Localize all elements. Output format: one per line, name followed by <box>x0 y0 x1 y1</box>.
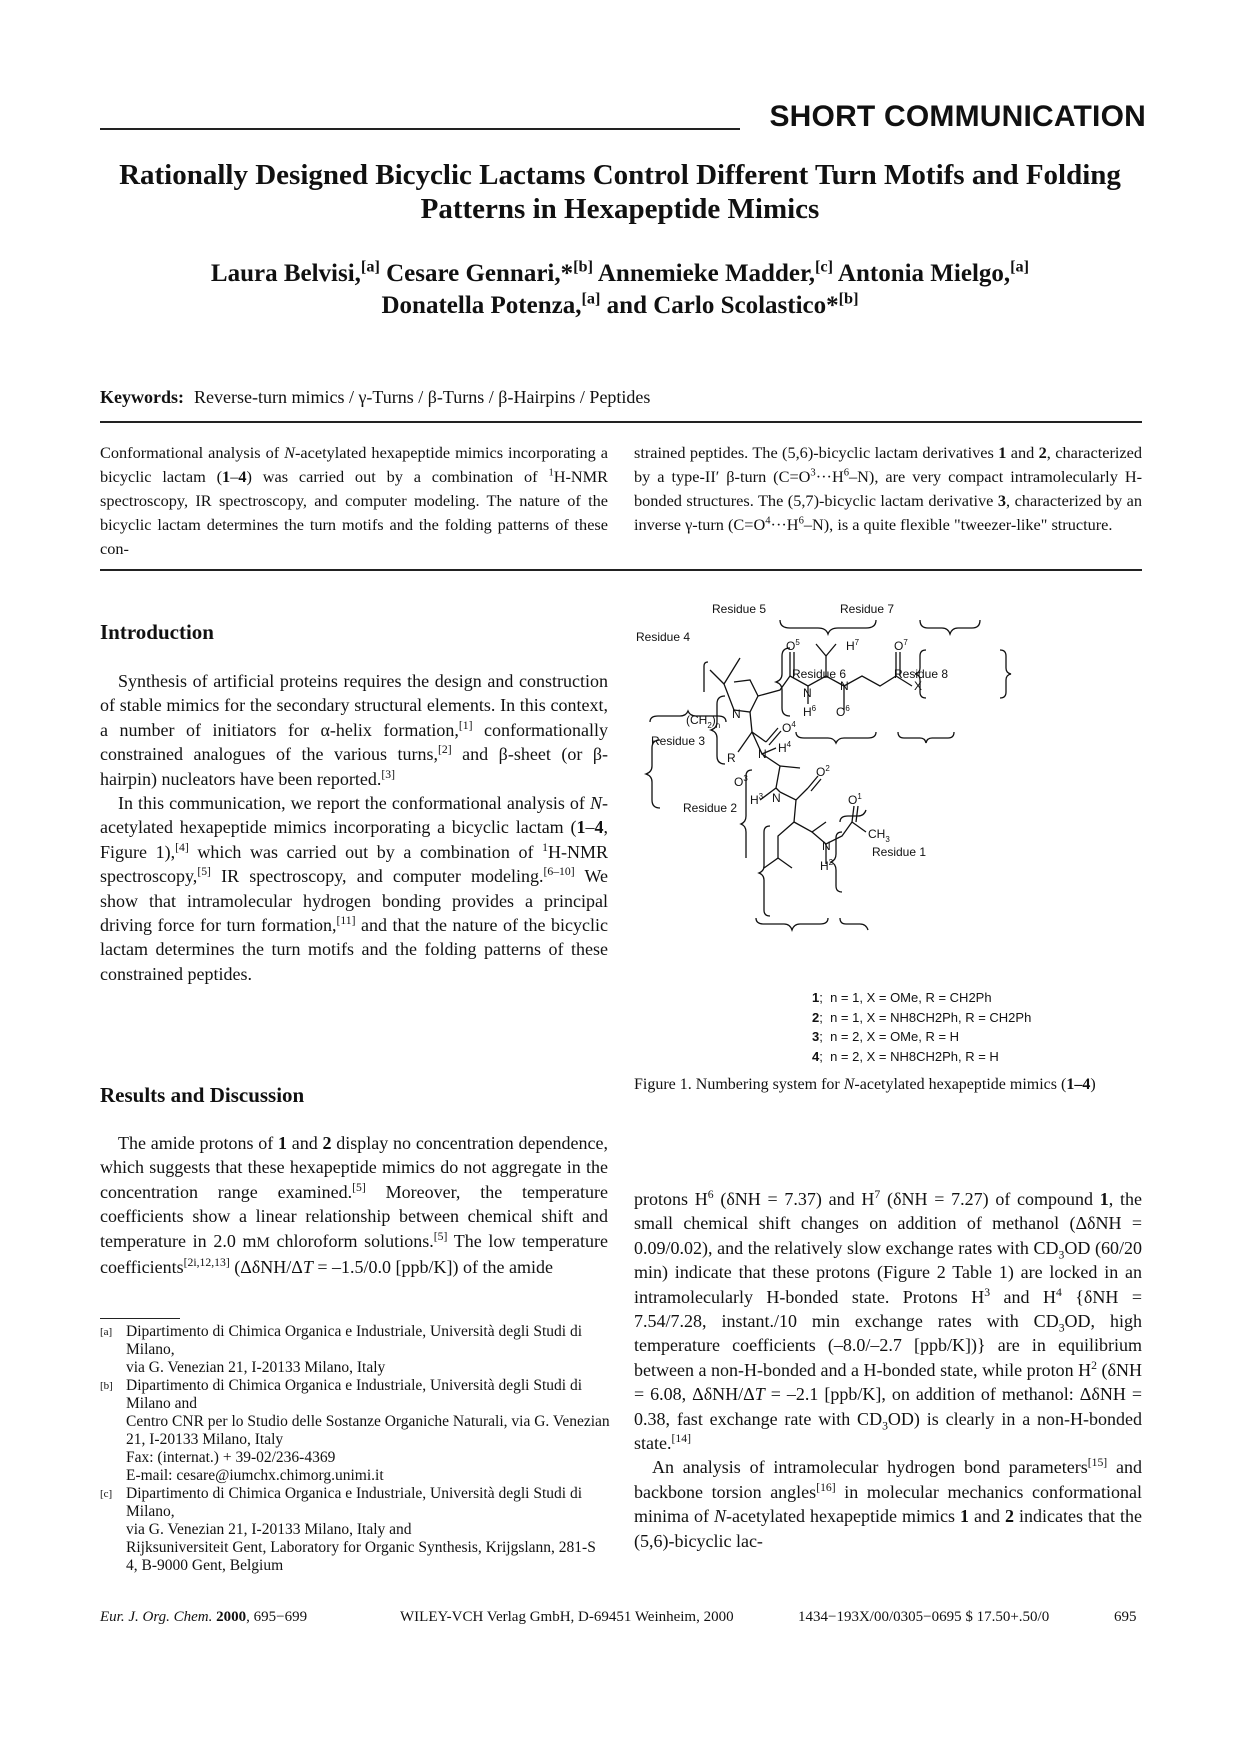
section-tag: SHORT COMMUNICATION <box>769 100 1146 133</box>
author-name: Antonia Mielgo, <box>833 260 1011 287</box>
atom-n6: N <box>803 686 812 700</box>
author-affiliation: [a] <box>360 257 380 276</box>
atom-x: X <box>914 679 923 693</box>
atom-h4: $H^4$ <box>778 740 792 755</box>
residue7-label: Residue 7 <box>840 602 895 616</box>
atom-n3: N <box>772 791 781 805</box>
author-affiliation: [c] <box>815 257 834 276</box>
keywords-text: Reverse-turn mimics / γ-Turns / β-Turns / β-Hairpins / Peptides <box>194 387 651 407</box>
author-line-2 <box>110 290 1130 322</box>
affiliation-c: [c] Dipartimento di Chimica Organica e Industriale, Università degli Studi di Milano, via G. Venezian 21, I-20133 Milano, Italy and Rijksuniversiteit Gent, Laboratory for Organic Synthesis, Krijgslann, 281-S 4, B-9000 Gent, Belgium <box>100 1485 596 1574</box>
keywords-label: Keywords: <box>100 387 184 407</box>
results-text-right: protons $H^6$ (δNH = 7.37) and $H^7$ (δNH = 7.27) of compound 1, the small chemical shift changes on addition of methanol (ΔδNH = 0.09/0.02), and the relatively slow exchange rates with $CD_3OD$ (60/20 min) indicate that these protons (Figure 2 Table 1) are locked in an intramolecularly H-bonded state. Protons $H^3$ and $H^4$ {δNH = 7.54/7.28, instant./10 min exchange rates with $CD_3OD$, high temperature coefficients (–8.0/–2.7 [ppb/K])} are in equilibrium between a non-H-bonded and a H-bonded state, while proton $H^2$ (δNH = 6.08, ΔδNH/ΔT = –2.1 [ppb/K], on addition of methanol: ΔδNH = 0.38, fast exchange rate with $CD_3OD$) is clearly in a non-H-bonded state.[14] An analysis of intramolecular hydrogen bond parameters[15] and backbone torsion angles[16] in molecular mechanics conformational minima of N-acetylated hexapeptide mimics 1 and 2 indicates that the (5,6)-bicyclic lac- <box>634 1188 1143 1551</box>
abstract-rule <box>100 569 1142 571</box>
author-name: and Carlo Scolastico* <box>600 292 839 319</box>
results-heading: Results and Discussion <box>100 1083 305 1107</box>
residue3-label: Residue 3 <box>651 734 706 748</box>
compound-2: 2; n = 1, X = NH8CH2Ph, R = CH2Ph <box>812 1009 1032 1025</box>
residue2-label: Residue 2 <box>683 801 738 815</box>
atom-o7: $O^7$ <box>894 638 908 653</box>
residue1-label: Residue 1 <box>872 845 927 859</box>
abstract-left: Conformational analysis of N-acetylated hexapeptide mimics incorporating a bicyclic lactam (1–4) was carried out by a combination of $^1$H-NMR spectroscopy, IR spectroscopy, and computer modeling. The nature of the bicyclic lactam determines the turn motifs and the folding patterns of these con- <box>100 443 609 558</box>
atom-n5: N <box>732 707 741 721</box>
author-name: Annemieke Madder, <box>593 260 815 287</box>
residue4-label: Residue 4 <box>636 630 691 644</box>
article-title: Rationally Designed Bicyclic Lactams Control Different Turn Motifs and Folding Patterns in Hexapeptide Mimics <box>119 159 1121 225</box>
footer-publisher: WILEY-VCH Verlag GmbH, D-69451 Weinheim, 2000 <box>400 1609 734 1625</box>
keywords-rule <box>100 421 1142 423</box>
abstract-right: strained peptides. The (5,6)-bicyclic lactam derivatives 1 and 2, characterized by a type-II′ β-turn $(C=O^3\cdot\cdot\cdot H^6-N)$, are very compact intramolecularly H-bonded structures. The (5,7)-bicyclic lactam derivative 3, characterized by an inverse γ-turn $(C=O^4\cdot\cdot\cdot H^6-N)$, is a quite flexible "tweezer-like" structure. <box>634 443 1142 534</box>
introduction-heading: Introduction <box>100 620 214 644</box>
author-name: Donatella Potenza, <box>381 292 582 319</box>
author-affiliation: [a] <box>1010 257 1030 276</box>
author-affiliation: [b] <box>573 257 593 276</box>
atom-o3: $O^3$ <box>734 774 748 789</box>
author-affiliation: [b] <box>838 289 859 308</box>
atom-h3: $H^3$ <box>750 792 764 807</box>
footer-issn: 1434−193X/00/0305−0695 $ 17.50+.50/0 <box>798 1609 1050 1625</box>
compound-1: 1; n = 1, X = OMe, R = CH2Ph <box>812 990 992 1005</box>
compound-3: 3; n = 2, X = OMe, R = H <box>812 1029 960 1044</box>
atom-n7: N <box>840 679 849 693</box>
atom-h7: $H^7$ <box>846 638 860 653</box>
atom-o1: $O^1$ <box>848 792 862 807</box>
footer-page-number: 695 <box>1114 1609 1137 1625</box>
atom-n2: N <box>822 839 831 853</box>
atom-o6: $O^6$ <box>836 704 850 719</box>
atom-o4: $O^4$ <box>782 720 796 735</box>
author-name: Cesare Gennari,* <box>379 260 574 287</box>
atom-o2: $O^2$ <box>816 764 830 779</box>
residue8-label: Residue 8 <box>894 667 949 681</box>
atom-o5: $O^5$ <box>786 638 800 653</box>
atom-r: R <box>727 751 736 765</box>
footer-citation: Eur. J. Org. Chem. 2000, 695−699 <box>100 1609 308 1625</box>
affiliations <box>100 1323 610 1575</box>
results-text-left: The amide protons of 1 and 2 display no concentration dependence, which suggests that these hexapeptide mimics do not aggregate in the concentration range examined.[5] Moreover, the temperature coefficients show a linear relationship between chemical shift and temperature in 2.0 mM chloroform solutions.[5] The low temperature coefficients[2i,12,13] (ΔδNH/ΔT = –1.5/0.0 [ppb/K]) of the amide <box>100 1133 608 1278</box>
figure1-caption: Figure 1. Numbering system for N-acetylated hexapeptide mimics (1–4) <box>634 1076 1096 1093</box>
keywords <box>100 387 650 408</box>
compound-4: 4; n = 2, X = NH8CH2Ph, R = H <box>812 1048 999 1064</box>
author-affiliation: [a] <box>581 289 601 308</box>
compound-list <box>812 988 1031 1066</box>
footnote-rule <box>100 1318 180 1319</box>
header-rule <box>100 128 740 130</box>
atom-h2: $H^2$ <box>820 858 834 873</box>
author-line-1 <box>110 258 1130 290</box>
atom-ch2n: $(CH_2)_n$ <box>686 713 721 730</box>
atom-n4: N <box>758 747 767 761</box>
affiliation-a: [a] Dipartimento di Chimica Organica e Industriale, Università degli Studi di Milano, via G. Venezian 21, I-20133 Milano, Italy <box>100 1323 583 1376</box>
atom-h6: $H^6$ <box>803 704 817 719</box>
residue5-label: Residue 5 <box>712 602 767 616</box>
introduction-text: Synthesis of artificial proteins requires the design and construction of stable mimics for the secondary structural elements. In this context, a number of initiators for α-helix formation,[1] conformationally constrained analogues of the various turns,[2] and β-sheet (or β-hairpin) nucleators have been reported.[3] In this communication, we report the conformational analysis of N-acetylated hexapeptide mimics incorporating a bicyclic lactam (1–4, Figure 1),[4] which was carried out by a combination of $^1$H-NMR spectroscopy,[5] IR spectroscopy, and computer modeling.[6–10] We show that intramolecular hydrogen bonding provides a principal driving force for turn formation,[11] and that the nature of the bicyclic lactam determines the turn motifs and the folding patterns of these constrained peptides. <box>100 671 609 984</box>
author-list <box>110 258 1130 322</box>
atom-ch3: $CH_3$ <box>868 827 890 844</box>
affiliation-b: [b] Dipartimento di Chimica Organica e Industriale, Università degli Studi di Milano and Centro CNR per lo Studio delle Sostanze Organiche Naturali, via G. Venezian 21, I-20133 Milano, Italy Fax: (internat.) + 39-02/236-4369 E-mail: cesare@iumchx.chimorg.unimi.it <box>100 1377 610 1484</box>
author-name: Laura Belvisi, <box>210 260 361 287</box>
residue6-label: Residue 6 <box>792 667 847 681</box>
